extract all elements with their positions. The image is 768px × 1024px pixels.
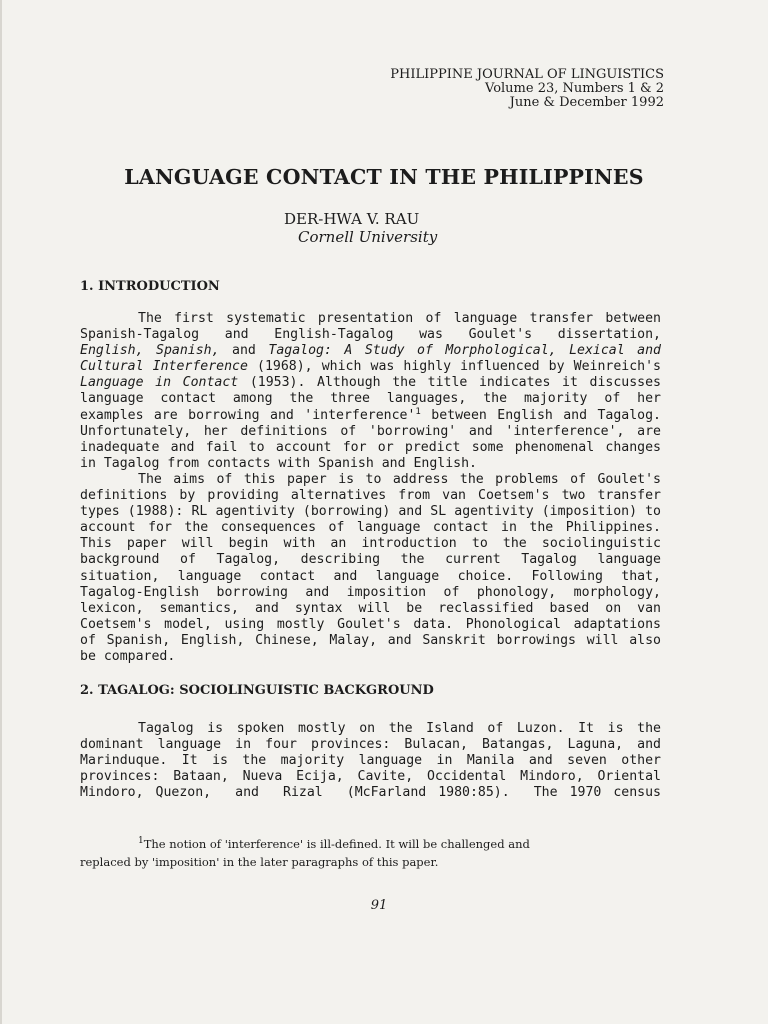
footnote-number: 1 (138, 836, 144, 846)
text-line: Mindoro, Quezon, and Rizal (McFarland 1980:85). The 1970 census (80, 785, 661, 801)
text-line: Spanish-Tagalog and English-Tagalog was Goulet's dissertation, (80, 327, 661, 343)
text-line: definitions by providing alternatives from van Coetsem's two transfer (80, 488, 661, 504)
text-line: of Spanish, English, Chinese, Malay, and Sanskrit borrowings will also (80, 632, 661, 648)
text-line: language contact among the three languages, the majority of her (80, 391, 661, 407)
text-fragment: examples are borrowing and 'interference' (80, 407, 416, 423)
footnote-line: replaced by 'imposition' in the later paragraphs of this paper. (80, 855, 439, 869)
author-affiliation: Cornell University (298, 228, 438, 246)
text-line: lexicon, semantics, and syntax will be reclassified based on van (80, 600, 661, 616)
article-title: LANGUAGE CONTACT IN THE PHILIPPINES (124, 165, 644, 189)
text-line: situation, language contact and language choice. Following that, (80, 568, 661, 584)
text-line: Cultural Interference (1968), which was highly influenced by Weinreich's (80, 359, 661, 375)
section-heading-introduction: 1. INTRODUCTION (80, 279, 220, 294)
text-line: inadequate and fail to account for or predict some phenomenal changes (80, 439, 661, 455)
text-line: Coetsem's model, using mostly Goulet's data. Phonological adaptations (80, 616, 661, 632)
text-line: Language in Contact (1953). Although the title indicates it discusses (80, 375, 661, 391)
text-line: be compared. (80, 649, 176, 665)
author-name: DER-HWA V. RAU (284, 210, 420, 228)
text-line: Tagalog is spoken mostly on the Island of Luzon. It is the (138, 721, 661, 736)
book-title: Cultural Interference (80, 359, 248, 375)
footnote-text: The notion of 'interference' is ill-defined. It will be challenged and (143, 837, 530, 851)
footnote-marker: 1 (415, 406, 421, 417)
background-paragraph (80, 721, 661, 801)
page-number: 91 (370, 898, 388, 913)
text-line: account for the consequences of language contact in the Philippines. (80, 520, 661, 536)
section-heading-background: 2. TAGALOG: SOCIOLINGUISTIC BACKGROUND (80, 683, 434, 698)
text-line: Tagalog-English borrowing and imposition of phonology, morphology, (80, 584, 661, 600)
page-edge (0, 0, 2, 1024)
intro-paragraph-1 (80, 311, 661, 472)
text-line: in Tagalog from contacts with Spanish and English. (80, 455, 477, 471)
text-line: background of Tagalog, describing the current Tagalog language (80, 552, 661, 568)
journal-header (390, 68, 664, 110)
text-line: The aims of this paper is to address the problems of Goulet's (138, 472, 661, 487)
text-line: Unfortunately, her definitions of 'borrowing' and 'interference', are (80, 423, 661, 439)
journal-volume: Volume 23, Numbers 1 & 2 (485, 81, 664, 96)
intro-paragraph-2 (80, 472, 661, 665)
footnote (80, 835, 661, 871)
book-title: Language in Contact (80, 375, 239, 391)
book-title: Tagalog: A Study of Morphological, Lexical and (268, 343, 661, 359)
text-line: types (1988): RL agentivity (borrowing) and SL agentivity (imposition) to (80, 504, 661, 520)
text-line (80, 408, 661, 424)
text-line: The first systematic presentation of language transfer between (138, 311, 661, 326)
author-block (284, 210, 437, 246)
text-line: This paper will begin with an introduction to the sociolinguistic (80, 536, 661, 552)
text-fragment: between English and Tagalog. (420, 407, 661, 423)
journal-date: June & December 1992 (509, 95, 664, 110)
text-line: Marinduque. It is the majority language in Manila and seven other (80, 753, 661, 769)
book-title: English, Spanish, (80, 343, 220, 359)
text-line: provinces: Bataan, Nueva Ecija, Cavite, Occidental Mindoro, Oriental (80, 769, 661, 785)
footnote-line (80, 835, 661, 853)
journal-name: PHILIPPINE JOURNAL OF LINGUISTICS (390, 67, 664, 82)
text-line: English, Spanish, and Tagalog: A Study of Morphological, Lexical and (80, 343, 661, 359)
text-line: dominant language in four provinces: Bulacan, Batangas, Laguna, and (80, 737, 661, 753)
